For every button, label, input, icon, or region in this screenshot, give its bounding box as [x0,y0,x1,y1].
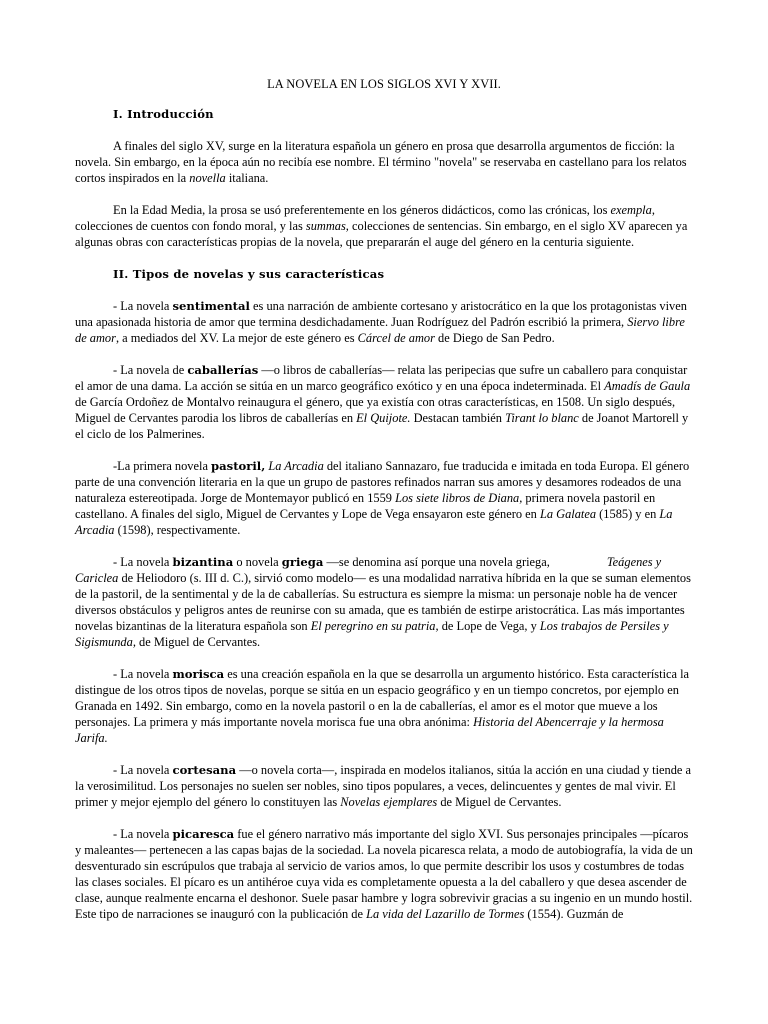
text-run: Destacan también [410,411,506,425]
bold-term: cortesana [172,763,237,777]
text-run: - La novela [113,299,173,313]
text-run: —se denomina así porque una novela griega, [323,555,553,569]
section-heading: I. Introducción [113,107,214,121]
bold-term: morisca [172,667,225,681]
italic-title: Cárcel de amor [357,331,435,345]
italic-title: Los siete libros de Diana, [395,491,523,505]
italic-title: Amadís de Gaula [604,379,691,393]
section-heading: II. Tipos de novelas y sus características [113,267,385,281]
paragraph [75,666,693,746]
italic-title: Historia del Abencerraje y la hermosa Jarifa. [75,715,664,745]
text-run: A finales del siglo XV, surge en la literatura española un género en prosa que desarrolla argumentos de ficción: la novela. Sin embargo, en la época aún no recibía ese nombre. El término "novela" se reservaba en castellano para los relatos cortos inspirados en la [75,139,687,185]
text-run: En la Edad Media, la prosa se usó preferentemente en los géneros didácticos, como las crónicas, los [113,203,611,217]
italic-title: Novelas ejemplares [340,795,438,809]
document-title: LA NOVELA EN LOS SIGLOS XVI Y XVII. [267,77,501,91]
paragraph [75,138,693,186]
italic-title: exempla [610,203,652,217]
text-run: de Diego de San Pedro. [434,331,555,345]
italic-title: Los trabajos de Persiles y Sigismunda, [75,619,669,649]
italic-title: El Quijote. [356,411,411,425]
paragraph [75,762,693,810]
text-run: es una narración de ambiente cortesano y aristocrático en la que los protagonistas viven una apasionada historia de amor que termina desdichadamente. Juan Rodríguez del Padrón escribió la primera, [75,299,687,329]
text-run: - La novela [113,555,173,569]
italic-title: novella [189,171,226,185]
text-run: de García Ordoñez de Montalvo reinaugura el género, que ya existía con otras características, en 1508. Un siglo después, Miguel de Cervantes parodia los libros de caballerías en [75,395,676,425]
text-run: de Heliodoro (s. III d. C.), sirvió como modelo— es una modalidad narrativa híbrida en la que se suman elementos de la pastoril, de la sentimental y de la de caballerías. Su estructura es siempre la misma: un personaje noble ha de vencer diversos obstáculos y peligros antes de reunirse con su amada, que es también de estirpe aristocrática. Las más importantes novelas bizantinas de la literatura española son [75,571,691,633]
paragraph [75,554,693,650]
text-run: (1554). Guzmán de [524,907,624,921]
text-run: es una creación española en la que se desarrolla un argumento histórico. Esta característica la distingue de los otros tipos de novelas, porque se sitúa en un espacio geográfico y en un tiempo concretos, por ejemplo en Granada en 1492. Sin embargo, como en la novela pastoril o en la de caballerías, el amor es el motor que mueve a los personajes. La primera y más importante novela morisca fue una obra anónima: [75,667,690,729]
text-run: o novela [233,555,282,569]
bold-term: caballerías [187,363,259,377]
italic-title: Teágenes y Cariclea [75,555,662,585]
text-run: fue el género narrativo más importante del siglo XVI. Sus personajes principales —pícaros y maleantes— pertenecen a las capas bajas de la sociedad. La novela picaresca relata, a modo de autobiografía, la vida de un desventurado sin escrúpulos que trabaja al servicio de varios amos, lo que permite describir los usos y costumbres de todas las clases sociales. El pícaro es un antihéroe cuya vida es completamente opuesta a la del caballero y que desea ascender de clase, aunque realmente encarna el deshonor. Suele pasar hambre y logra sobrevivir gracias a su ingenio en un mundo hostil. Este tipo de narraciones se inauguró con la publicación de [75,827,693,921]
text-run: primera novela pastoril en castellano. A finales del siglo, Miguel de Cervantes y Lope de Vega ensayaron este género en [75,491,656,521]
text-run: - La novela [113,667,173,681]
italic-title: summas, [305,219,349,233]
text-run: de Miguel de Cervantes. [135,635,261,649]
bold-term: picaresca [172,827,235,841]
text-run: -La primera novela [113,459,212,473]
paragraph [75,202,693,250]
paragraph [75,826,693,922]
bold-term: griega [281,555,324,569]
italic-title: El peregrino en su patria, [310,619,439,633]
text-run: italiana. [225,171,269,185]
text-run: , a mediados del XV. La mejor de este género es [115,331,358,345]
paragraph [75,362,693,442]
text-run: - La novela [113,827,173,841]
text-run: del italiano Sannazaro, fue traducida e imitada en toda Europa. El género parte de una convención literaria en la que un grupo de pastores refinados narran sus amores y desamores rodeados de una naturaleza estereotipada. Jorge de Montemayor publicó en 1559 [75,459,690,505]
text-run: , colecciones de cuentos con fondo moral, y las [75,203,655,233]
text-run: (1598), respectivamente. [114,523,241,537]
italic-title: La Arcadia [268,459,324,473]
italic-title: La Galatea [539,507,597,521]
text-run: - La novela de [113,363,188,377]
bold-term: pastoril, [211,459,266,473]
text-run: de Lope de Vega, y [438,619,540,633]
text-run: —o libros de caballerías— relata las peripecias que sufre un caballero para conquistar el amor de una dama. La acción se sitúa en un marco geográfico exótico y en una época indeterminada. El [75,363,688,393]
text-run: —o novela corta—, inspirada en modelos italianos, sitúa la acción en una ciudad y tiende a la verosimilitud. Los personajes no suelen ser nobles, sino tipos populares, a veces, delincuentes y gentes de mal vivir. El primer y mejor ejemplo del género lo constituyen las [75,763,692,809]
document-body [75,106,693,922]
italic-title: La vida del Lazarillo de Tormes [366,907,525,921]
paragraph [75,298,693,346]
text-run: colecciones de sentencias. Sin embargo, en el siglo XV aparecen ya algunas obras con características propias de la novela, que prepararán el auge del género en la centuria siguiente. [75,219,688,249]
text-run: de Joanot Martorell y el ciclo de los Palmerines. [75,411,689,441]
italic-title: Tirant lo blanc [505,411,579,425]
paragraph [75,458,693,538]
bold-term: bizantina [172,555,234,569]
italic-title: Siervo libre de amor [75,315,685,345]
bold-term: sentimental [172,299,250,313]
text-run: de Miguel de Cervantes. [437,795,562,809]
text-run: - La novela [113,763,173,777]
italic-title: La Arcadia [75,507,673,537]
text-run: (1585) y en [596,507,660,521]
